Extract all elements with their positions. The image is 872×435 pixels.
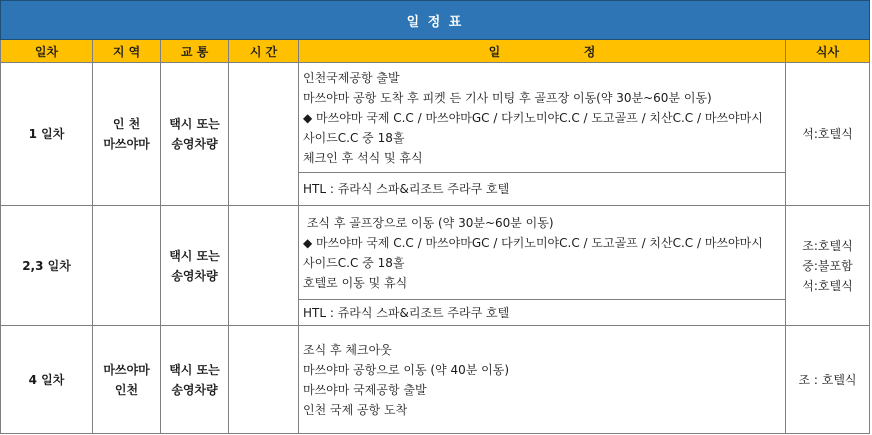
row3-schedule bbox=[299, 326, 786, 434]
row2-meals bbox=[786, 206, 870, 326]
row1-schedule-line4: 사이드C.C 중 18홀 bbox=[303, 130, 405, 145]
row3-schedule-line4: 인천 국제 공항 도착 bbox=[303, 402, 408, 417]
row3-region-line1: 마쓰야마 bbox=[103, 362, 150, 377]
row2-hotel: HTL : 쥬라식 스파&리조트 주라쿠 호텔 bbox=[299, 300, 786, 326]
row1-day: 1 일차 bbox=[0, 63, 93, 206]
header-meals: 식사 bbox=[786, 40, 870, 63]
row3-region bbox=[93, 326, 161, 434]
row2-time bbox=[229, 206, 299, 326]
row1-meal1: 석:호텔식 bbox=[802, 127, 853, 141]
row3-transport-line2: 송영차량 bbox=[171, 382, 218, 397]
row3-meal1: 조 : 호텔식 bbox=[798, 372, 857, 387]
row1-transport-line2: 송영차량 bbox=[171, 137, 218, 151]
row2-schedule-line1: 조식 후 골프장으로 이동 (약 30분~60분 이동) bbox=[303, 215, 554, 230]
row2-schedule-line2: ◆ 마쓰야마 국제 C.C / 마쓰야마GC / 다키노미야C.C / 도고골프 / 치산C.C / 마쓰야마시 bbox=[303, 235, 763, 250]
row2-day: 2,3 일차 bbox=[0, 206, 93, 326]
row3-time bbox=[229, 326, 299, 434]
header-schedule: 일 정 bbox=[299, 40, 786, 63]
row1-schedule-line1: 인천국제공항 출발 bbox=[303, 70, 400, 85]
row1-schedule-line3: ◆ 마쓰야마 국제 C.C / 마쓰야마GC / 다키노미야C.C / 도고골프 / 치산C.C / 마쓰야마시 bbox=[303, 110, 763, 125]
row3-meals bbox=[786, 326, 870, 434]
row1-schedule-line2: 마쓰야마 공항 도착 후 피켓 든 기사 미팅 후 골프장 이동(약 30분~60분 이동) bbox=[303, 90, 712, 105]
row3-day: 4 일차 bbox=[0, 326, 93, 434]
row3-schedule-line2: 마쓰야마 공항으로 이동 (약 40분 이동) bbox=[303, 362, 509, 377]
row1-region-line1: 인 천 bbox=[112, 117, 141, 131]
row3-region-line2: 인천 bbox=[114, 382, 139, 397]
row2-transport-line2: 송영차량 bbox=[171, 268, 218, 283]
row2-meal1: 조:호텔식 bbox=[802, 238, 853, 253]
row2-meal3: 석:호텔식 bbox=[802, 278, 853, 293]
row1-region bbox=[93, 63, 161, 206]
row3-schedule-line3: 마쓰야마 국제공항 출발 bbox=[303, 382, 427, 397]
row1-hotel: HTL : 쥬라식 스파&리조트 주라쿠 호텔 bbox=[299, 173, 786, 206]
row1-time bbox=[229, 63, 299, 206]
row2-transport-line1: 택시 또는 bbox=[169, 248, 220, 263]
row3-transport-line1: 택시 또는 bbox=[169, 362, 220, 377]
row1-meals bbox=[786, 63, 870, 206]
row2-region bbox=[93, 206, 161, 326]
row2-schedule bbox=[299, 206, 786, 300]
row1-schedule-line5: 체크인 후 석식 및 휴식 bbox=[303, 150, 423, 165]
header-region: 지 역 bbox=[93, 40, 161, 63]
header-day: 일차 bbox=[0, 40, 93, 63]
row1-transport-line1: 택시 또는 bbox=[169, 117, 220, 131]
row2-meal2: 중:불포함 bbox=[802, 258, 853, 273]
header-time: 시 간 bbox=[229, 40, 299, 63]
row3-transport bbox=[161, 326, 229, 434]
row2-transport bbox=[161, 206, 229, 326]
row2-schedule-line3: 사이드C.C 중 18홀 bbox=[303, 255, 405, 270]
row1-region-line2: 마쓰야마 bbox=[103, 137, 150, 151]
row2-schedule-line4: 호텔로 이동 및 휴식 bbox=[303, 275, 408, 290]
row1-schedule bbox=[299, 63, 786, 173]
row3-schedule-line1: 조식 후 체크아웃 bbox=[303, 342, 392, 357]
header-transport: 교 통 bbox=[161, 40, 229, 63]
sheet-title: 일 정 표 bbox=[0, 0, 870, 40]
row1-transport bbox=[161, 63, 229, 206]
